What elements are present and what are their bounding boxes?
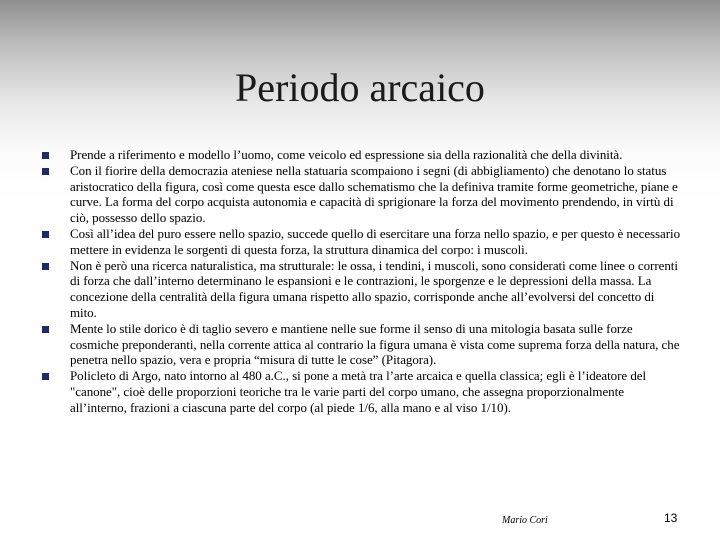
square-bullet-icon — [42, 168, 49, 175]
square-bullet-icon — [42, 326, 49, 333]
slide-title: Periodo arcaico — [235, 65, 485, 110]
bullet-item — [42, 321, 682, 368]
footer-author: Mario Cori — [502, 515, 548, 526]
bullet-item — [42, 147, 682, 163]
bullet-list — [42, 147, 682, 416]
bullet-text: Così all’idea del puro essere nello spazio, succede quello di esercitare una forza nello spazio, e per questo è necessario mettere in evidenza le sorgenti di questa forza, la struttura dinamica del corpo: i muscoli. — [70, 225, 681, 257]
bullet-text: Policleto di Argo, nato intorno al 480 a.C., si pone a metà tra l’arte arcaica e quella classica; egli è l’ideatore del "canone", cioè delle proporzioni teoriche tra le varie parti del corpo umano, che assegna proporzionalmente all’interno, frazioni a ciascuna parte del corpo (al piede 1/6, alla mano e al viso 1/10). — [70, 368, 647, 415]
bullet-item — [42, 163, 682, 226]
bullet-text: Mente lo stile dorico è di taglio severo e mantiene nelle sue forme il senso di una mitologia basata sulle forze cosmiche preponderanti, nella corrente attica al contrario la figura umana è vista come suprema forza della natura, che penetra nello spazio, vera e propria “misura di tutte le cose” (Pitagora). — [70, 320, 680, 368]
square-bullet-icon — [42, 152, 49, 159]
square-bullet-icon — [42, 263, 49, 270]
bullet-text: Prende a riferimento e modello l’uomo, come veicolo ed espressione sia della razionalità che della divinità. — [70, 147, 623, 162]
square-bullet-icon — [42, 373, 49, 380]
bullet-text: Con il fiorire della democrazia ateniese nella statuaria scompaiono i segni (di abbigliamento) che denotano lo status aristocratico della figura, così come questa esce dallo schematismo che la definiva tramite forme geometriche, piane e curve. La forma del corpo acquista autonomia e capacità di sprigionare la forza del movimento prendendo, in virtù di ciò, possesso dello spazio. — [70, 162, 678, 226]
bullet-item — [42, 226, 682, 258]
bullet-item — [42, 258, 682, 321]
square-bullet-icon — [42, 231, 49, 238]
bullet-item — [42, 368, 682, 415]
page-number: 13 — [664, 511, 678, 525]
bullet-text: Non è però una ricerca naturalistica, ma strutturale: le ossa, i tendini, i muscoli, sono considerati come linee o correnti di forza che dall’interno determinano le espansioni e le contrazioni, le sporgenze e le depressioni della massa. La concezione della centralità della figura umana rispetto allo spazio, corrisponde anche all’evolversi del concetto di mito. — [70, 257, 678, 320]
